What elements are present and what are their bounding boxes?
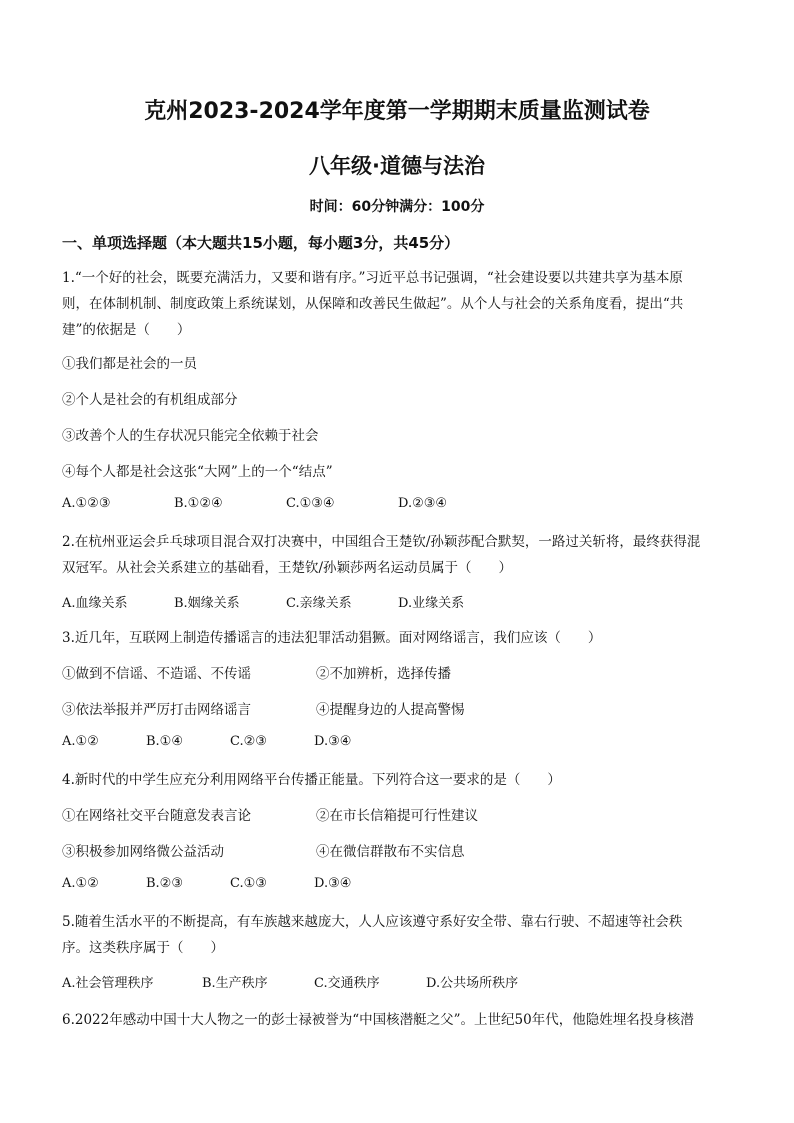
q1-statement-3: ③改善个人的生存状况只能完全依赖于社会 — [62, 428, 319, 444]
q5-option-d: D.公共场所秩序 — [426, 976, 519, 991]
q4-option-d: D.③④ — [314, 876, 352, 891]
q2-stem-line1: 2.在杭州亚运会乒乓球项目混合双打决赛中，中国组合王楚钦/孙颖莎配合默契，一路过关斩将，最终获得混 — [62, 534, 701, 550]
q3-statement-3: ③依法举报并严厉打击网络谣言 — [62, 702, 251, 718]
q5-option-c: C.交通秩序 — [314, 976, 380, 991]
q4-option-c: C.①③ — [230, 876, 267, 891]
q1-option-a: A.①②③ — [62, 496, 111, 511]
exam-subject: 八年级·道德与法治 — [309, 154, 485, 178]
q1-stem-line2: 则，在体制机制、制度政策上系统谋划，从保障和改善民生做起”。从个人与社会的关系角度看，提出“共 — [62, 296, 684, 312]
q4-option-b: B.②③ — [146, 876, 183, 891]
q1-option-c: C.①③④ — [286, 496, 335, 511]
q5-option-b: B.生产秩序 — [202, 976, 268, 991]
q2-option-b: B.姻缘关系 — [174, 596, 240, 611]
q4-statement-4: ④在微信群散布不实信息 — [316, 844, 465, 860]
q1-statement-2: ②个人是社会的有机组成部分 — [62, 392, 238, 408]
q3-option-d: D.③④ — [314, 734, 352, 749]
q1-stem-line1: 1.“一个好的社会，既要充满活力，又要和谐有序。”习近平总书记强调，“社会建设要以共建共享为基本原 — [62, 270, 683, 286]
q3-statement-2: ②不加辨析，选择传播 — [316, 666, 451, 682]
q5-stem-line1: 5.随着生活水平的不断提高，有车族越来越庞大，人人应该遵守系好安全带、靠右行驶、不超速等社会秩 — [62, 914, 683, 930]
q4-stem-line1: 4.新时代的中学生应充分利用网络平台传播正能量。下列符合这一要求的是（ ） — [62, 772, 561, 788]
q3-stem-line1: 3.近几年，互联网上制造传播谣言的违法犯罪活动猖獗。面对网络谣言，我们应该（ ） — [62, 630, 602, 646]
q4-statement-1: ①在网络社交平台随意发表言论 — [62, 808, 251, 824]
q5-option-a: A.社会管理秩序 — [62, 976, 154, 991]
q1-stem-line3: 建”的依据是（ ） — [62, 322, 191, 338]
q5-stem-line2: 序。这类秩序属于（ ） — [62, 940, 224, 956]
exam-time-score: 时间：60分钟满分：100分 — [309, 199, 485, 215]
q1-option-b: B.①②④ — [174, 496, 223, 511]
q6-stem-line1: 6.2022年感动中国十大人物之一的彭士禄被誉为“中国核潜艇之父”。上世纪50年代，他隐姓埋名投身核潜 — [62, 1012, 694, 1028]
q3-option-b: B.①④ — [146, 734, 183, 749]
q3-statement-1: ①做到不信谣、不造谣、不传谣 — [62, 666, 251, 682]
q3-option-c: C.②③ — [230, 734, 267, 749]
q1-statement-4: ④每个人都是社会这张“大网”上的一个“结点” — [62, 464, 333, 480]
q2-option-c: C.亲缘关系 — [286, 596, 352, 611]
q4-statement-2: ②在市长信箱提可行性建议 — [316, 808, 478, 824]
q4-statement-3: ③积极参加网络微公益活动 — [62, 844, 224, 860]
q2-option-d: D.业缘关系 — [398, 596, 465, 611]
q3-option-a: A.①② — [62, 734, 99, 749]
q2-stem-line2: 双冠军。从社会关系建立的基础看，王楚钦/孙颖莎两名运动员属于（ ） — [62, 560, 513, 576]
exam-title: 克州2023-2024学年度第一学期期末质量监测试卷 — [144, 99, 650, 124]
q4-option-a: A.①② — [62, 876, 99, 891]
q2-option-a: A.血缘关系 — [62, 596, 128, 611]
q3-statement-4: ④提醒身边的人提高警惕 — [316, 702, 465, 718]
q1-statement-1: ①我们都是社会的一员 — [62, 356, 197, 372]
section-title: 一、单项选择题（本大题共15小题，每小题3分，共45分） — [62, 234, 460, 252]
q1-option-d: D.②③④ — [398, 496, 448, 511]
